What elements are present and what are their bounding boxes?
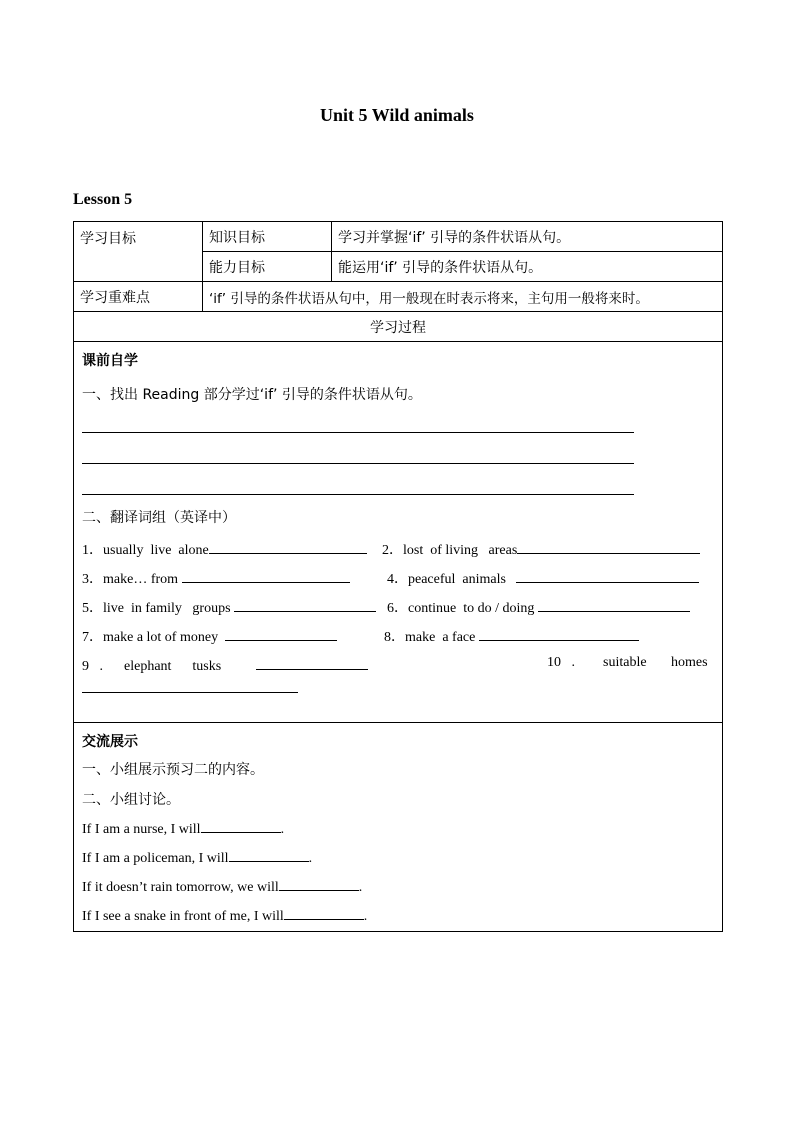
phrase-item: 6．continue to do / doing: [387, 597, 690, 617]
blank-line[interactable]: [479, 626, 639, 641]
blank-line[interactable]: [225, 626, 337, 641]
blank-line[interactable]: [229, 847, 309, 862]
answer-line[interactable]: [82, 410, 634, 433]
document-title: Unit 5 Wild animals: [320, 105, 474, 125]
exchange-task2: 二、小组讨论。: [82, 792, 180, 808]
blank-line[interactable]: [284, 905, 364, 920]
discussion-sentence: If it doesn’t rain tomorrow, we will .: [82, 873, 714, 902]
study-plan-table: [73, 221, 723, 932]
phrase-item: 7．make a lot of money: [82, 626, 337, 646]
preview-heading: 课前自学: [82, 353, 138, 369]
phrase-row: [82, 649, 714, 678]
exchange-section: [74, 723, 723, 932]
process-label: 学习过程: [74, 312, 723, 342]
phrase-item: 3．make… from: [82, 568, 350, 588]
phrase-item: 4．peaceful animals: [387, 568, 699, 588]
knowledge-text: 学习并掌握‘if’ 引导的条件状语从句。: [332, 222, 723, 252]
blank-line[interactable]: [234, 597, 376, 612]
phrase-item: 2．lost of living areas: [382, 539, 700, 559]
phrase-row: [82, 562, 714, 591]
phrase-row: [82, 533, 714, 562]
phrase-row: [82, 678, 714, 702]
blank-line[interactable]: [82, 678, 298, 693]
preview-task1: 一、找出 Reading 部分学过‘if’ 引导的条件状语从句。: [82, 387, 422, 403]
exchange-task1: 一、小组展示预习二的内容。: [82, 762, 264, 778]
answer-line[interactable]: [82, 441, 634, 464]
ability-text: 能运用‘if’ 引导的条件状语从句。: [332, 252, 723, 282]
blank-line[interactable]: [279, 876, 359, 891]
discussion-sentence: If I am a nurse, I will .: [82, 815, 714, 844]
phrase-item: 1．usually live alone: [82, 539, 367, 559]
blank-line[interactable]: [517, 539, 700, 554]
answer-line[interactable]: [82, 472, 634, 495]
blank-line[interactable]: [209, 539, 367, 554]
lesson-heading: Lesson 5: [73, 191, 133, 208]
knowledge-label: 知识目标: [203, 222, 332, 252]
phrase-item: 8．make a face: [384, 626, 639, 646]
phrase-row: [82, 591, 714, 620]
blank-line[interactable]: [538, 597, 690, 612]
phrase-row: [82, 620, 714, 649]
blank-line[interactable]: [516, 568, 699, 583]
ability-label: 能力目标: [203, 252, 332, 282]
phrase-item: 9 . elephant tusks: [82, 655, 368, 675]
phrase-item: 10 . suitable homes: [547, 655, 708, 670]
discussion-sentence: If I am a policeman, I will .: [82, 844, 714, 873]
blank-line[interactable]: [256, 655, 368, 670]
preview-section: [74, 342, 723, 723]
phrase-item: 5．live in family groups: [82, 597, 376, 617]
preview-task2: 二、翻译词组（英译中）: [82, 510, 236, 526]
blank-line[interactable]: [201, 818, 281, 833]
blank-line[interactable]: [182, 568, 350, 583]
key-points-text: ‘if’ 引导的条件状语从句中，用一般现在时表示将来，主句用一般将来时。: [203, 282, 723, 312]
discussion-sentence: If I see a snake in front of me, I will .: [82, 902, 714, 931]
key-points-label: 学习重难点: [74, 282, 203, 312]
exchange-heading: 交流展示: [82, 734, 138, 750]
objectives-label: 学习目标: [74, 222, 203, 282]
